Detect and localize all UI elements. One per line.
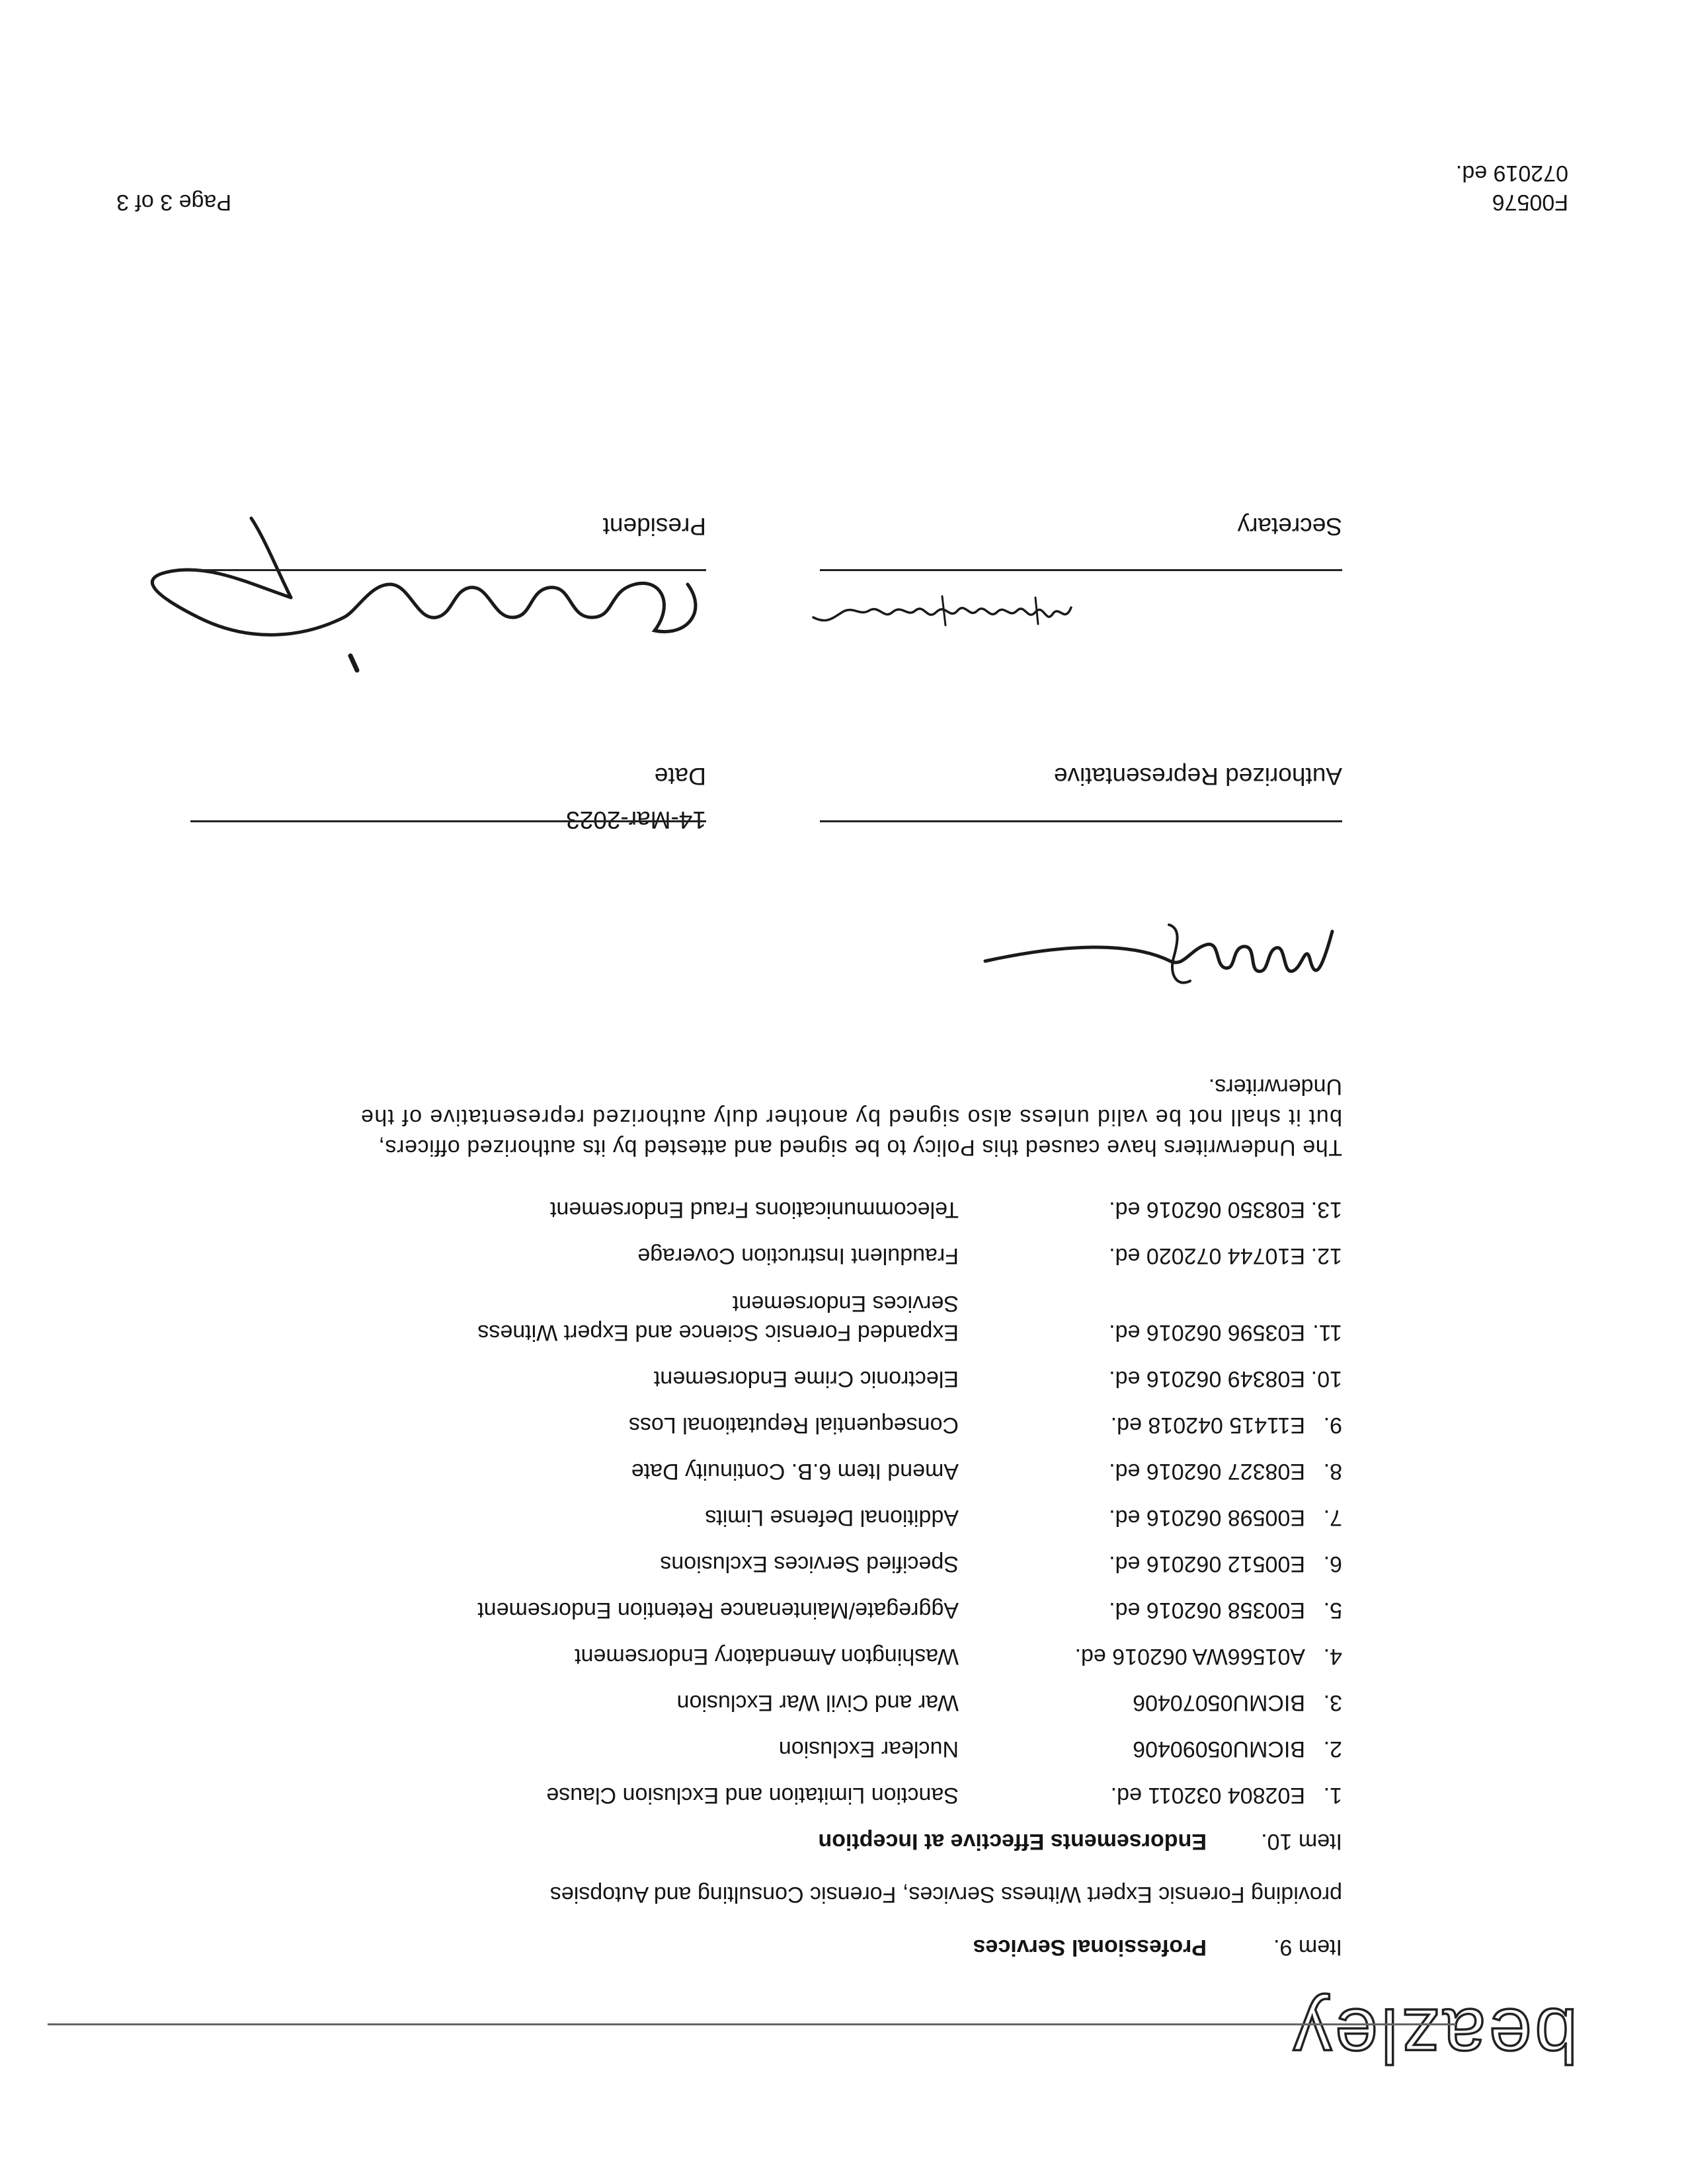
endorsement-desc-13: Telecommunications Fraud Endorsement <box>550 1197 959 1222</box>
endorsement-row-1: 1.E02804 032011 ed. <box>1110 1783 1342 1808</box>
endorsement-row-5: 5.E00358 062016 ed. <box>1109 1598 1342 1623</box>
authorized-representative-line <box>820 820 1342 822</box>
item9-label: Item 9. <box>1273 1935 1342 1960</box>
endorsement-row-8: 8.E08327 062016 ed. <box>1109 1459 1342 1484</box>
form-edition: 072019 ed. <box>1455 161 1568 186</box>
signature-date-value: 14-Mar-2023 <box>566 806 706 834</box>
president-label: President <box>602 513 706 540</box>
beazley-logo: beazley <box>1290 1993 1578 2079</box>
endorsement-desc-1: Sanction Limitation and Exclusion Clause <box>546 1783 959 1808</box>
president-line <box>190 569 706 571</box>
endorsement-row-10: 10.E08349 062016 ed. <box>1109 1366 1342 1391</box>
form-code: F00576 <box>1492 190 1568 215</box>
authorized-representative-signature <box>972 902 1342 1007</box>
endorsement-desc-10: Electronic Crime Endorsement <box>653 1366 959 1391</box>
date-line <box>190 820 706 822</box>
endorsement-row-2: 2.BICMU05090406 <box>1133 1736 1342 1762</box>
endorsement-row-11: 11.E03596 062016 ed. <box>1109 1320 1342 1345</box>
endorsement-desc-2: Nuclear Exclusion <box>778 1736 959 1762</box>
endorsement-row-13: 13.E08350 062016 ed. <box>1109 1197 1342 1222</box>
endorsement-desc-3: War and Civil War Exclusion <box>676 1690 959 1715</box>
authorized-representative-label: Authorized Representative <box>1053 763 1342 790</box>
endorsement-row-12: 12.E10744 072020 ed. <box>1109 1243 1342 1268</box>
endorsement-desc-11-cont: Services Endorsement <box>732 1291 959 1316</box>
attestation-line-2: but it shall not be valid unless also signed by another duly authorized representative of the <box>360 1105 1342 1130</box>
endorsement-desc-4: Washington Amendatory Endorsement <box>575 1644 959 1669</box>
endorsement-desc-11: Expanded Forensic Science and Expert Witness <box>477 1320 959 1345</box>
endorsement-desc-5: Aggregate/Maintenance Retention Endorsement <box>477 1598 959 1623</box>
attestation-line-3: Underwriters. <box>1208 1074 1342 1099</box>
date-label: Date <box>654 763 706 790</box>
item10-title: Endorsements Effective at Inception <box>818 1829 1207 1854</box>
item9-title: Professional Services <box>973 1935 1207 1960</box>
secretary-line <box>820 569 1342 571</box>
secretary-label: Secretary <box>1237 513 1342 540</box>
endorsement-desc-6: Specified Services Exclusions <box>660 1551 959 1577</box>
page-number: Page 3 of 3 <box>116 190 231 215</box>
endorsement-row-4: 4.A01566WA 062016 ed. <box>1074 1644 1342 1669</box>
attestation-line-1: The Underwriters have caused this Policy to be signed and attested by its authorized officers, <box>378 1135 1342 1160</box>
item10-label: Item 10. <box>1261 1829 1342 1854</box>
endorsement-desc-9: Consequential Reputational Loss <box>628 1413 959 1438</box>
endorsement-desc-7: Additional Defense Limits <box>705 1505 959 1530</box>
header-rule <box>48 2023 1456 2025</box>
secretary-signature <box>800 584 1078 644</box>
endorsement-desc-12: Fraudulent Instruction Coverage <box>637 1243 959 1268</box>
endorsement-row-3: 3.BICMU05070406 <box>1133 1690 1342 1715</box>
endorsement-desc-8: Amend Item 6.B. Continuity Date <box>631 1459 959 1484</box>
endorsement-row-7: 7.E00598 062016 ed. <box>1109 1505 1342 1530</box>
endorsement-row-6: 6.E00512 062016 ed. <box>1109 1551 1342 1577</box>
endorsement-row-9: 9.E11415 042018 ed. <box>1110 1413 1342 1438</box>
item9-text: providing Forensic Expert Witness Services, Forensic Consulting and Autopsies <box>549 1882 1342 1907</box>
